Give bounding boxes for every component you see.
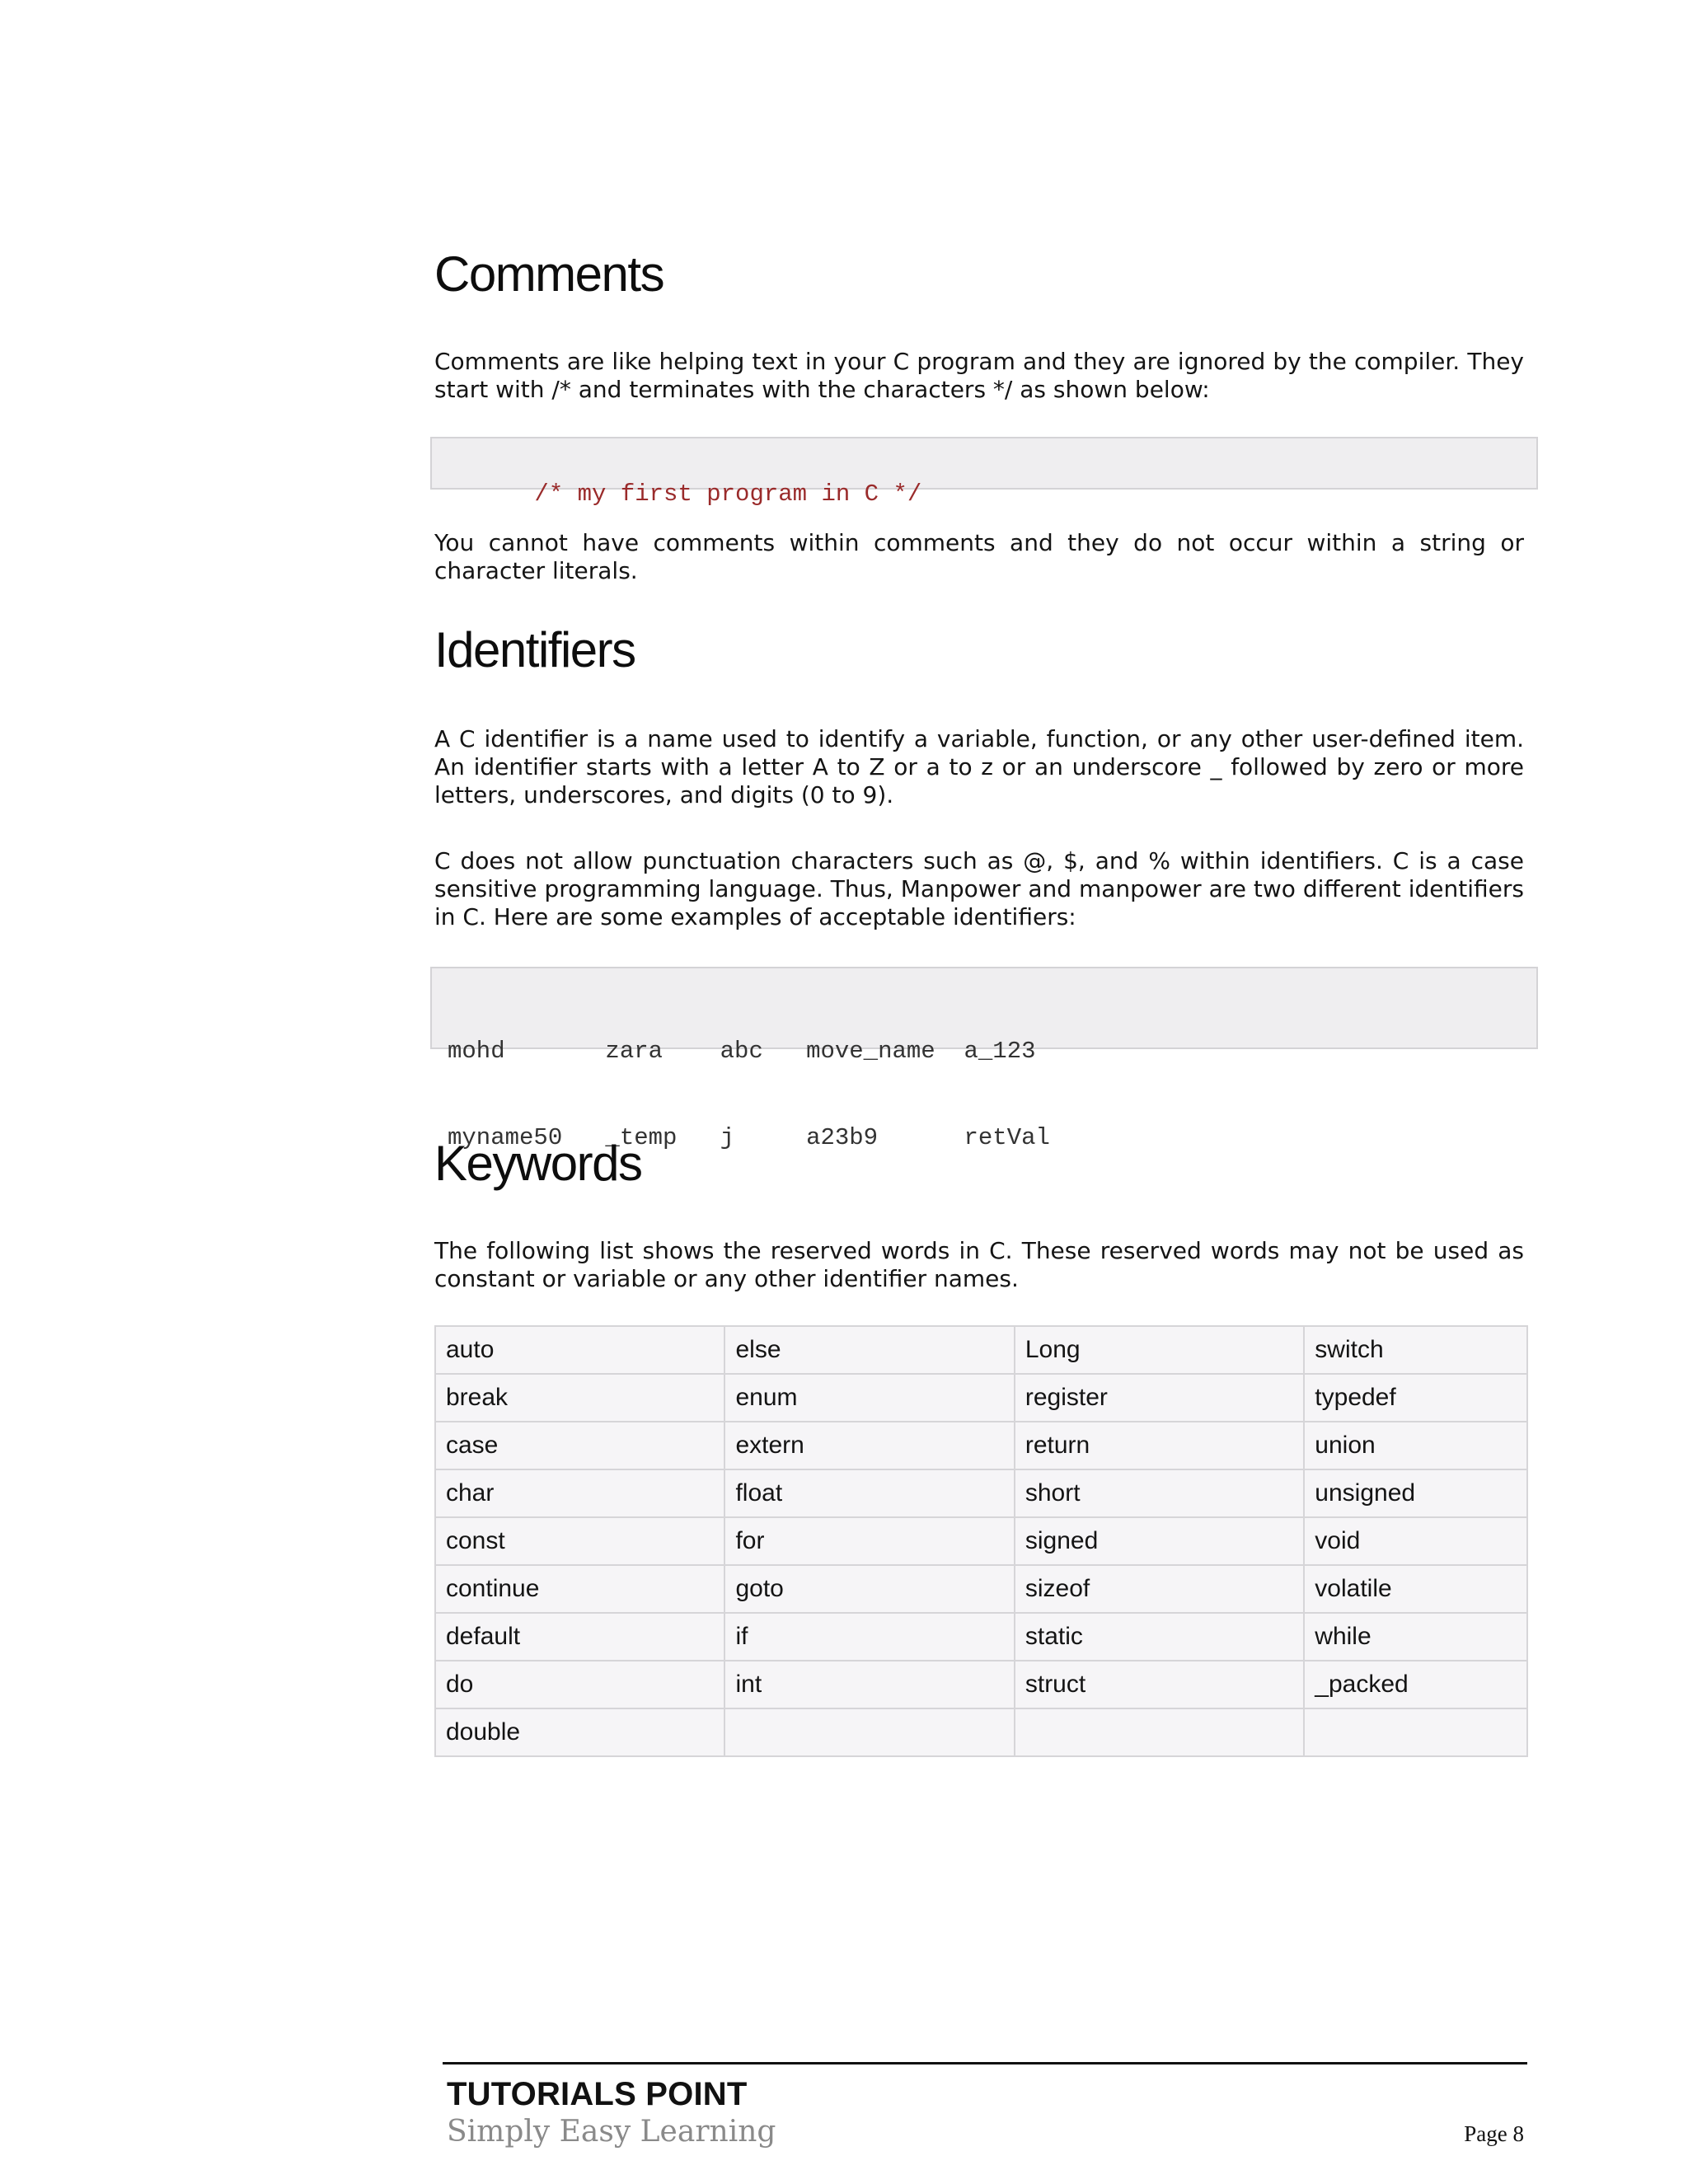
keywords-table [434, 1325, 1528, 1757]
keyword-row [435, 1613, 1527, 1661]
keyword-row [435, 1374, 1527, 1422]
keyword-cell: Long [1015, 1326, 1304, 1374]
section-title-keywords: Keywords [434, 1136, 642, 1191]
keyword-cell: switch [1304, 1326, 1527, 1374]
code-comment-line: /* my first program in C */ [534, 480, 922, 508]
footer-tagline: Simply Easy Learning [447, 2115, 776, 2149]
keyword-cell: default [435, 1613, 724, 1661]
footer-brand: TUTORIALS POINT [447, 2076, 748, 2112]
keyword-cell: case [435, 1422, 724, 1469]
keyword-cell: union [1304, 1422, 1527, 1469]
keyword-row [435, 1565, 1527, 1613]
keyword-cell: float [724, 1469, 1014, 1517]
comments-paragraph-1: Comments are like helping text in your C program and they are ignored by the compiler. They start with /* and terminates with the characters */ as shown below: [434, 348, 1524, 403]
footer-divider [443, 2062, 1527, 2064]
keyword-cell: else [724, 1326, 1014, 1374]
keyword-cell: short [1015, 1469, 1304, 1517]
comments-code-block [430, 437, 1538, 508]
keyword-cell: enum [724, 1374, 1014, 1422]
keyword-cell: for [724, 1517, 1014, 1565]
keyword-cell: while [1304, 1613, 1527, 1661]
keyword-cell: struct [1015, 1661, 1304, 1708]
identifiers-paragraph-2: C does not allow punctuation characters such as @, $, and % within identifiers. C is a case sensitive programming language. Thus, Manpower and manpower are two different identifiers in C. Here are some examples of acceptable identifiers: [434, 847, 1524, 930]
identifiers-code-block [430, 967, 1538, 1151]
keyword-cell: register [1015, 1374, 1304, 1422]
keyword-cell: if [724, 1613, 1014, 1661]
keyword-cell: void [1304, 1517, 1527, 1565]
keyword-cell: continue [435, 1565, 724, 1613]
keyword-row [435, 1469, 1527, 1517]
keyword-cell: int [724, 1661, 1014, 1708]
identifiers-paragraph-1: A C identifier is a name used to identify a variable, function, or any other user-defined item. An identifier starts with a letter A to Z or a to z or an underscore _ followed by zero or more letters, underscores, and digits (0 to 9). [434, 725, 1524, 808]
section-title-identifiers: Identifiers [434, 622, 635, 677]
keyword-cell: volatile [1304, 1565, 1527, 1613]
identifiers-code-line-2: myname50 _temp j a23b9 retVal [448, 1124, 1050, 1151]
keyword-cell: char [435, 1469, 724, 1517]
section-title-comments: Comments [434, 246, 664, 302]
keyword-row [435, 1326, 1527, 1374]
keyword-cell: return [1015, 1422, 1304, 1469]
page-content [434, 247, 1524, 1757]
keyword-cell [1015, 1708, 1304, 1756]
keyword-cell: sizeof [1015, 1565, 1304, 1613]
keyword-cell [1304, 1708, 1527, 1756]
keyword-cell: goto [724, 1565, 1014, 1613]
keyword-cell: static [1015, 1613, 1304, 1661]
keyword-cell: extern [724, 1422, 1014, 1469]
keyword-row [435, 1517, 1527, 1565]
keywords-paragraph-1: The following list shows the reserved words in C. These reserved words may not be used as constant or variable or any other identifier names. [434, 1237, 1524, 1292]
keyword-cell: double [435, 1708, 724, 1756]
keyword-cell: _packed [1304, 1661, 1527, 1708]
keyword-row [435, 1422, 1527, 1469]
keyword-cell: unsigned [1304, 1469, 1527, 1517]
keyword-cell [724, 1708, 1014, 1756]
page-footer [443, 2062, 1527, 2149]
keyword-row [435, 1661, 1527, 1708]
keyword-cell: do [435, 1661, 724, 1708]
keyword-cell: break [435, 1374, 724, 1422]
page-number: Page 8 [1464, 2121, 1524, 2146]
keyword-cell: const [435, 1517, 724, 1565]
keyword-cell: typedef [1304, 1374, 1527, 1422]
keyword-cell: auto [435, 1326, 724, 1374]
keyword-row [435, 1708, 1527, 1756]
keyword-cell: signed [1015, 1517, 1304, 1565]
identifiers-code-line-1: mohd zara abc move_name a_123 [448, 1038, 1036, 1065]
comments-paragraph-2: You cannot have comments within comments and they do not occur within a string or character literals. [434, 529, 1524, 584]
